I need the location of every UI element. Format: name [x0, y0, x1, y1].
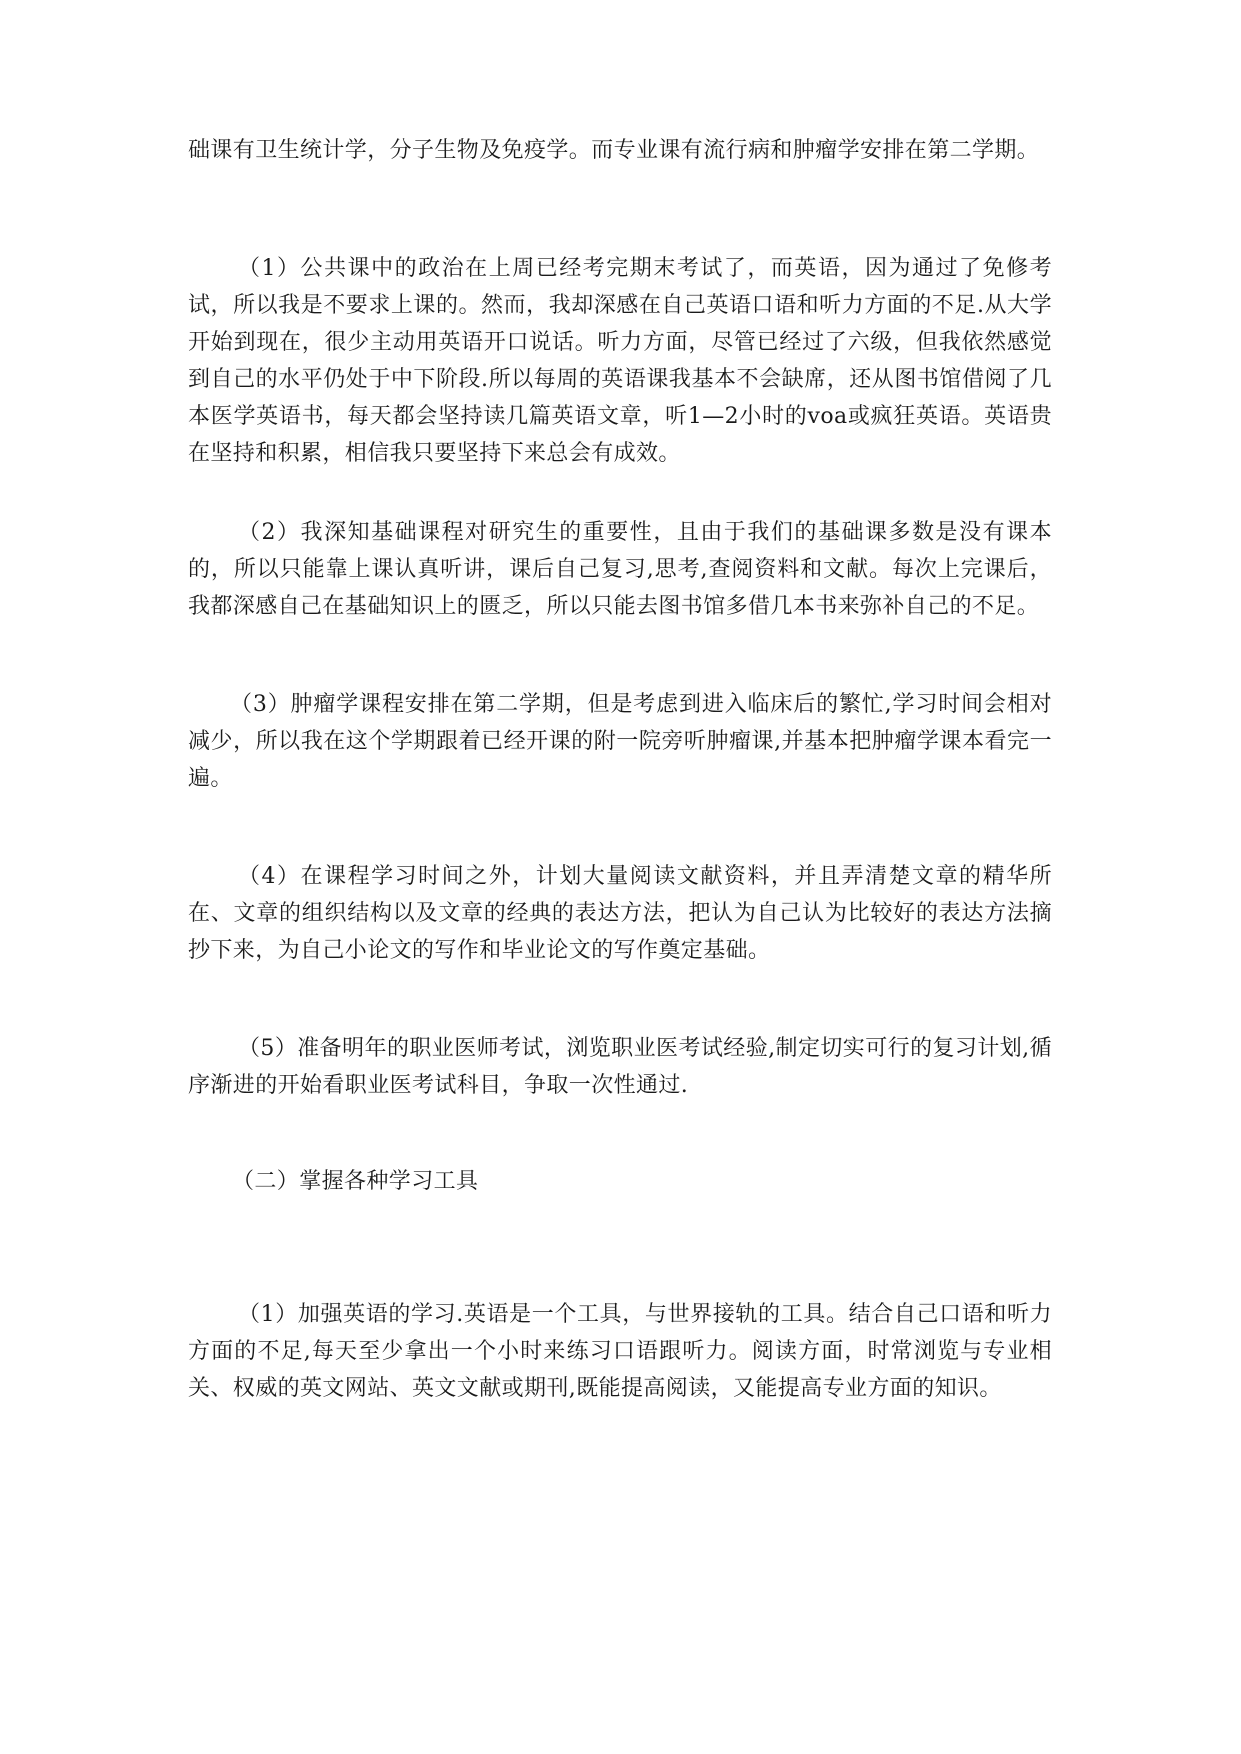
paragraph-4: （4）在课程学习时间之外，计划大量阅读文献资料，并且弄清楚文章的精华所在、文章的组织结构以及文章的经典的表达方法，把认为自己认为比较好的表达方法摘抄下来，为自己小论文的写作和毕业论文的写作奠定基础。: [188, 864, 1052, 963]
section-heading: （二）掌握各种学习工具: [232, 1169, 479, 1194]
paragraph-2: （2）我深知基础课程对研究生的重要性，且由于我们的基础课多数是没有课本的，所以只能靠上课认真听讲，课后自己复习,思考,查阅资料和文献。每次上完课后，我都深感自己在基础知识上的匮乏，所以只能去图书馆多借几本书来弥补自己的不足。: [188, 520, 1052, 619]
paragraph-5: （5）准备明年的职业医师考试，浏览职业医考试经验,制定切实可行的复习计划,循序渐进的开始看职业医考试科目，争取一次性通过.: [188, 1036, 1052, 1098]
paragraph-intro: 础课有卫生统计学，分子生物及免疫学。而专业课有流行病和肿瘤学安排在第二学期。: [188, 138, 1040, 163]
paragraph-6: （1）加强英语的学习.英语是一个工具，与世界接轨的工具。结合自己口语和听力方面的不足,每天至少拿出一个小时来练习口语跟听力。阅读方面，时常浏览与专业相关、权威的英文网站、英文文献或期刊,既能提高阅读，又能提高专业方面的知识。: [188, 1302, 1052, 1401]
paragraph-3: （3）肿瘤学课程安排在第二学期，但是考虑到进入临床后的繁忙,学习时间会相对减少，所以我在这个学期跟着已经开课的附一院旁听肿瘤课,并基本把肿瘤学课本看完一遍。: [188, 692, 1052, 791]
paragraph-1: （1）公共课中的政治在上周已经考完期末考试了，而英语，因为通过了免修考试，所以我是不要求上课的。然而，我却深感在自己英语口语和听力方面的不足.从大学开始到现在，很少主动用英语开口说话。听力方面，尽管已经过了六级，但我依然感觉到自己的水平仍处于中下阶段.所以每周的英语课我基本不会缺席，还从图书馆借阅了几本医学英语书，每天都会坚持读几篇英语文章，听1—2小时的voa或疯狂英语。英语贵在坚持和积累，相信我只要坚持下来总会有成效。: [188, 256, 1052, 466]
